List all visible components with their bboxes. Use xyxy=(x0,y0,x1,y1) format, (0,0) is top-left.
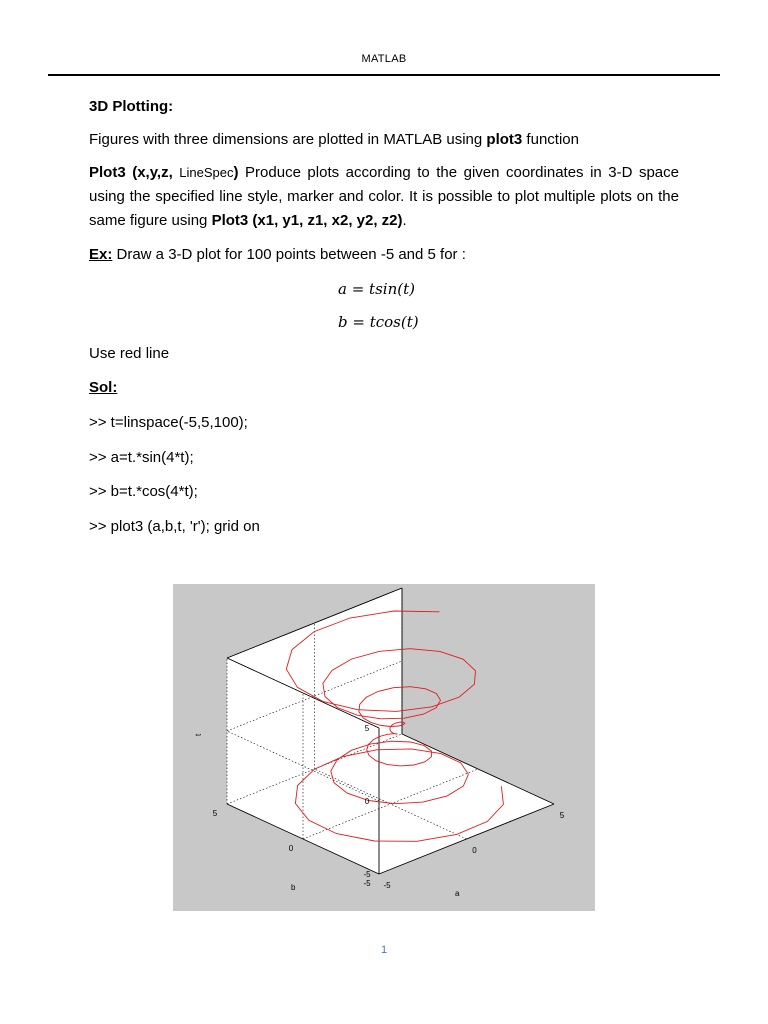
solution-label: Sol: xyxy=(89,379,118,396)
x-axis-label: a xyxy=(455,889,460,898)
z-axis-label: t xyxy=(194,733,203,736)
syntax-signature: Plot3 (x,y,z, xyxy=(89,164,180,181)
x-tick-1: 0 xyxy=(472,846,477,855)
syntax-description: Produce plots according to the given coordinates in 3-D space using the specified line style, marker and color. It is possible to plot multiple plots on the same figure using xyxy=(89,164,679,229)
syntax-multi-signature: Plot3 (x1, y1, z1, x2, y2, z2) xyxy=(211,212,403,229)
code-line-3: >> b=t.*cos(4*t); xyxy=(89,483,198,500)
y-tick-0: -5 xyxy=(363,879,371,888)
use-red-line-text: Use red line xyxy=(89,345,170,362)
x-tick-0: -5 xyxy=(383,881,391,890)
equation-b: b = tcos(t) xyxy=(338,313,419,331)
plot3-figure xyxy=(173,584,595,911)
x-tick-2: 5 xyxy=(559,811,565,820)
page-number: 1 xyxy=(380,944,388,956)
z-tick-0: -5 xyxy=(363,870,371,879)
intro-function-name: plot3 xyxy=(486,131,523,148)
plot3-chart xyxy=(173,584,595,911)
code-line-1: >> t=linspace(-5,5,100); xyxy=(89,414,248,431)
intro-text: Figures with three dimensions are plotted in MATLAB using xyxy=(89,131,487,148)
z-tick-2: 5 xyxy=(364,724,370,733)
page-header: MATLAB xyxy=(361,53,407,65)
code-line-4: >> plot3 (a,b,t, 'r'); grid on xyxy=(89,518,260,535)
intro-text-end: function xyxy=(522,131,579,148)
example-label: Ex: xyxy=(89,246,113,263)
intro-paragraph xyxy=(89,128,679,152)
syntax-period: . xyxy=(402,212,407,229)
example-text: Draw a 3-D plot for 100 points between -5 and 5 for : xyxy=(112,246,466,263)
equation-a: a = tsin(t) xyxy=(338,280,415,298)
syntax-linespec: LineSpec xyxy=(179,165,234,180)
syntax-close-paren: ) xyxy=(233,164,239,181)
y-tick-1: 0 xyxy=(288,844,294,853)
y-tick-2: 5 xyxy=(212,809,218,818)
header-rule xyxy=(48,74,720,76)
heading-text: 3D Plotting xyxy=(89,98,169,115)
heading-colon: : xyxy=(168,98,174,115)
y-axis-label: b xyxy=(291,883,296,892)
z-tick-1: 0 xyxy=(364,797,370,806)
code-line-2: >> a=t.*sin(4*t); xyxy=(89,449,194,466)
example-paragraph xyxy=(89,243,466,267)
syntax-paragraph xyxy=(89,161,679,233)
section-heading xyxy=(89,95,173,119)
